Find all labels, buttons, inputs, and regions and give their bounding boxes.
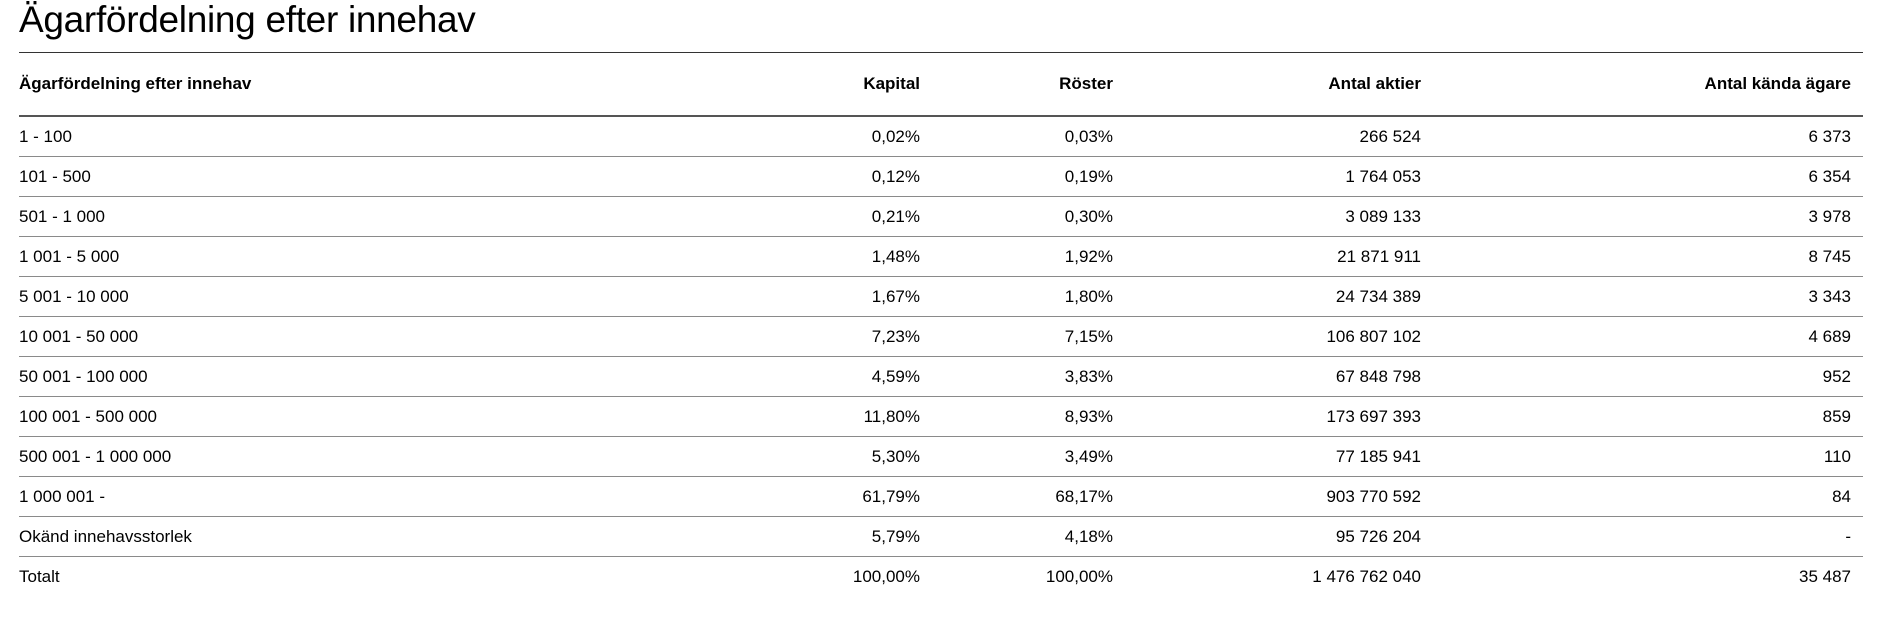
cell-owners: 4 689 xyxy=(1421,317,1863,357)
cell-shares: 1 476 762 040 xyxy=(1312,566,1421,586)
cell-holding: 5 001 - 10 000 xyxy=(19,277,619,317)
cell-votes: 100,00% xyxy=(1045,566,1113,586)
cell-shares: 903 770 592 xyxy=(1113,477,1421,517)
table-header xyxy=(19,53,1863,116)
cell-owners: 952 xyxy=(1421,357,1863,397)
cell-votes: 3,83% xyxy=(920,357,1113,397)
table-row xyxy=(19,277,1863,317)
cell-holding: 10 001 - 50 000 xyxy=(19,317,619,357)
table-body xyxy=(19,116,1863,596)
cell-shares: 1 764 053 xyxy=(1113,157,1421,197)
page-title: Ägarfördelning efter innehav xyxy=(19,0,476,40)
table-row xyxy=(19,116,1863,157)
cell-owners: 110 xyxy=(1421,437,1863,477)
column-header-owners: Antal kända ägare xyxy=(1421,53,1863,116)
cell-capital: 1,67% xyxy=(619,277,920,317)
column-header-shares: Antal aktier xyxy=(1113,53,1421,116)
cell-holding: 501 - 1 000 xyxy=(19,197,619,237)
table-row xyxy=(19,157,1863,197)
cell-owners: - xyxy=(1421,517,1863,557)
column-header-capital: Kapital xyxy=(619,53,920,116)
cell-holding: 1 001 - 5 000 xyxy=(19,237,619,277)
cell-shares: 24 734 389 xyxy=(1113,277,1421,317)
total-row xyxy=(19,557,1863,597)
cell-capital: 100,00% xyxy=(852,566,920,586)
table-row xyxy=(19,437,1863,477)
cell-holding: 500 001 - 1 000 000 xyxy=(19,437,619,477)
cell-owners: 84 xyxy=(1421,477,1863,517)
column-header-votes: Röster xyxy=(920,53,1113,116)
cell-votes: 8,93% xyxy=(920,397,1113,437)
cell-votes: 0,19% xyxy=(920,157,1113,197)
cell-capital: 1,48% xyxy=(619,237,920,277)
cell-owners: 6 354 xyxy=(1421,157,1863,197)
cell-shares: 95 726 204 xyxy=(1113,517,1421,557)
table-row xyxy=(19,477,1863,517)
cell-holding: 50 001 - 100 000 xyxy=(19,357,619,397)
table-row xyxy=(19,357,1863,397)
cell-votes: 0,03% xyxy=(920,116,1113,157)
cell-owners: 859 xyxy=(1421,397,1863,437)
cell-capital: 5,30% xyxy=(619,437,920,477)
cell-shares: 173 697 393 xyxy=(1113,397,1421,437)
cell-capital: 61,79% xyxy=(619,477,920,517)
cell-votes: 3,49% xyxy=(920,437,1113,477)
cell-capital: 7,23% xyxy=(619,317,920,357)
table-row xyxy=(19,317,1863,357)
column-header-holding: Ägarfördelning efter innehav xyxy=(19,53,619,116)
cell-holding: Okänd innehavsstorlek xyxy=(19,517,619,557)
cell-capital: 5,79% xyxy=(619,517,920,557)
cell-holding: 100 001 - 500 000 xyxy=(19,397,619,437)
cell-votes: 1,80% xyxy=(920,277,1113,317)
cell-holding: 1 000 001 - xyxy=(19,477,619,517)
cell-votes: 1,92% xyxy=(920,237,1113,277)
cell-votes: 4,18% xyxy=(920,517,1113,557)
cell-owners: 35 487 xyxy=(1799,566,1851,586)
table-row xyxy=(19,517,1863,557)
cell-capital: 4,59% xyxy=(619,357,920,397)
cell-owners: 6 373 xyxy=(1421,116,1863,157)
cell-holding: 101 - 500 xyxy=(19,157,619,197)
cell-holding: 1 - 100 xyxy=(19,116,619,157)
cell-shares: 266 524 xyxy=(1113,116,1421,157)
cell-shares: 3 089 133 xyxy=(1113,197,1421,237)
cell-capital: 0,12% xyxy=(619,157,920,197)
cell-votes: 68,17% xyxy=(920,477,1113,517)
cell-capital: 11,80% xyxy=(619,397,920,437)
table-row xyxy=(19,197,1863,237)
table-row xyxy=(19,397,1863,437)
cell-shares: 106 807 102 xyxy=(1113,317,1421,357)
cell-owners: 8 745 xyxy=(1421,237,1863,277)
cell-shares: 67 848 798 xyxy=(1113,357,1421,397)
cell-capital: 0,21% xyxy=(619,197,920,237)
table-row xyxy=(19,237,1863,277)
cell-owners: 3 343 xyxy=(1421,277,1863,317)
cell-capital: 0,02% xyxy=(619,116,920,157)
cell-shares: 77 185 941 xyxy=(1113,437,1421,477)
cell-holding: Totalt xyxy=(19,566,60,586)
cell-votes: 7,15% xyxy=(920,317,1113,357)
cell-owners: 3 978 xyxy=(1421,197,1863,237)
header-row xyxy=(19,53,1863,116)
cell-shares: 21 871 911 xyxy=(1113,237,1421,277)
cell-votes: 0,30% xyxy=(920,197,1113,237)
ownership-table xyxy=(19,53,1863,596)
